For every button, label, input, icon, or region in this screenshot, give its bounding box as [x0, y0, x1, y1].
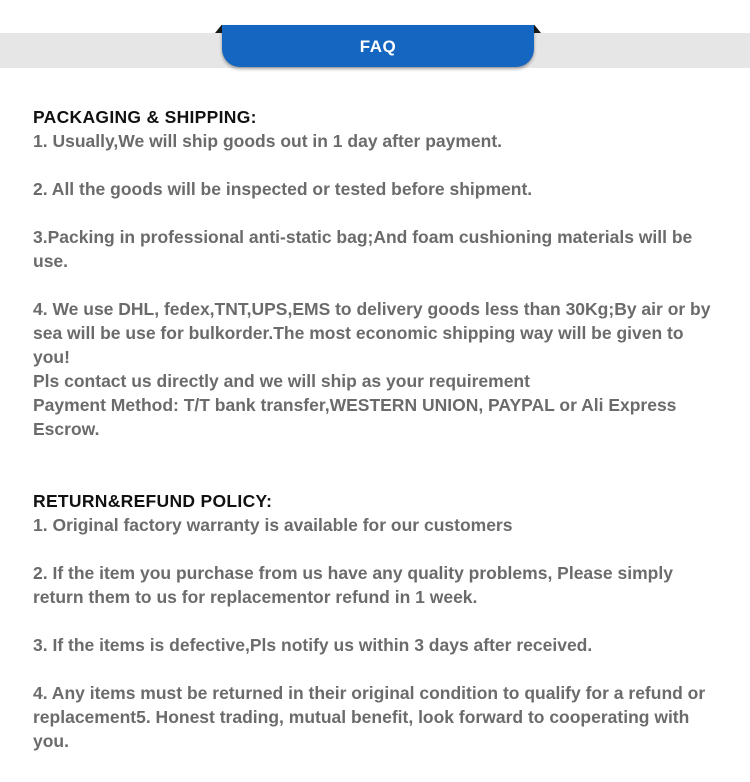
- shipping-item-1: 1. Usually,We will ship goods out in 1 day after payment.: [33, 131, 503, 151]
- faq-title: FAQ: [359, 37, 397, 56]
- faq-content: [33, 105, 723, 753]
- shipping-section-title: PACKAGING & SHIPPING:: [33, 107, 257, 127]
- shipping-item-3: 3.Packing in professional anti-static bag;And foam cushioning materials will be use.: [33, 227, 693, 271]
- refund-item-2: 2. If the item you purchase from us have any quality problems, Please simply return them to us for replacementor refund in 1 week.: [33, 563, 673, 607]
- refund-item-4: 4. Any items must be returned in their original condition to qualify for a refund or replacement5. Honest trading, mutual benefit, look forward to cooperating with you.: [33, 683, 706, 751]
- refund-item-1: 1. Original factory warranty is available for our customers: [33, 515, 513, 535]
- faq-tab: [222, 25, 534, 67]
- refund-item-3: 3. If the items is defective,Pls notify us within 3 days after received.: [33, 635, 593, 655]
- refund-section-title: RETURN&REFUND POLICY:: [33, 491, 273, 511]
- shipping-item-2: 2. All the goods will be inspected or tested before shipment.: [33, 179, 533, 199]
- shipping-item-4: 4. We use DHL, fedex,TNT,UPS,EMS to delivery goods less than 30Kg;By air or by sea will be use for bulkorder.The most economic shipping way will be given to you!: [33, 299, 711, 367]
- shipping-contact-note: Pls contact us directly and we will ship as your requirement: [33, 371, 530, 391]
- payment-method: Payment Method: T/T bank transfer,WESTERN UNION, PAYPAL or Ali Express Escrow.: [33, 395, 677, 439]
